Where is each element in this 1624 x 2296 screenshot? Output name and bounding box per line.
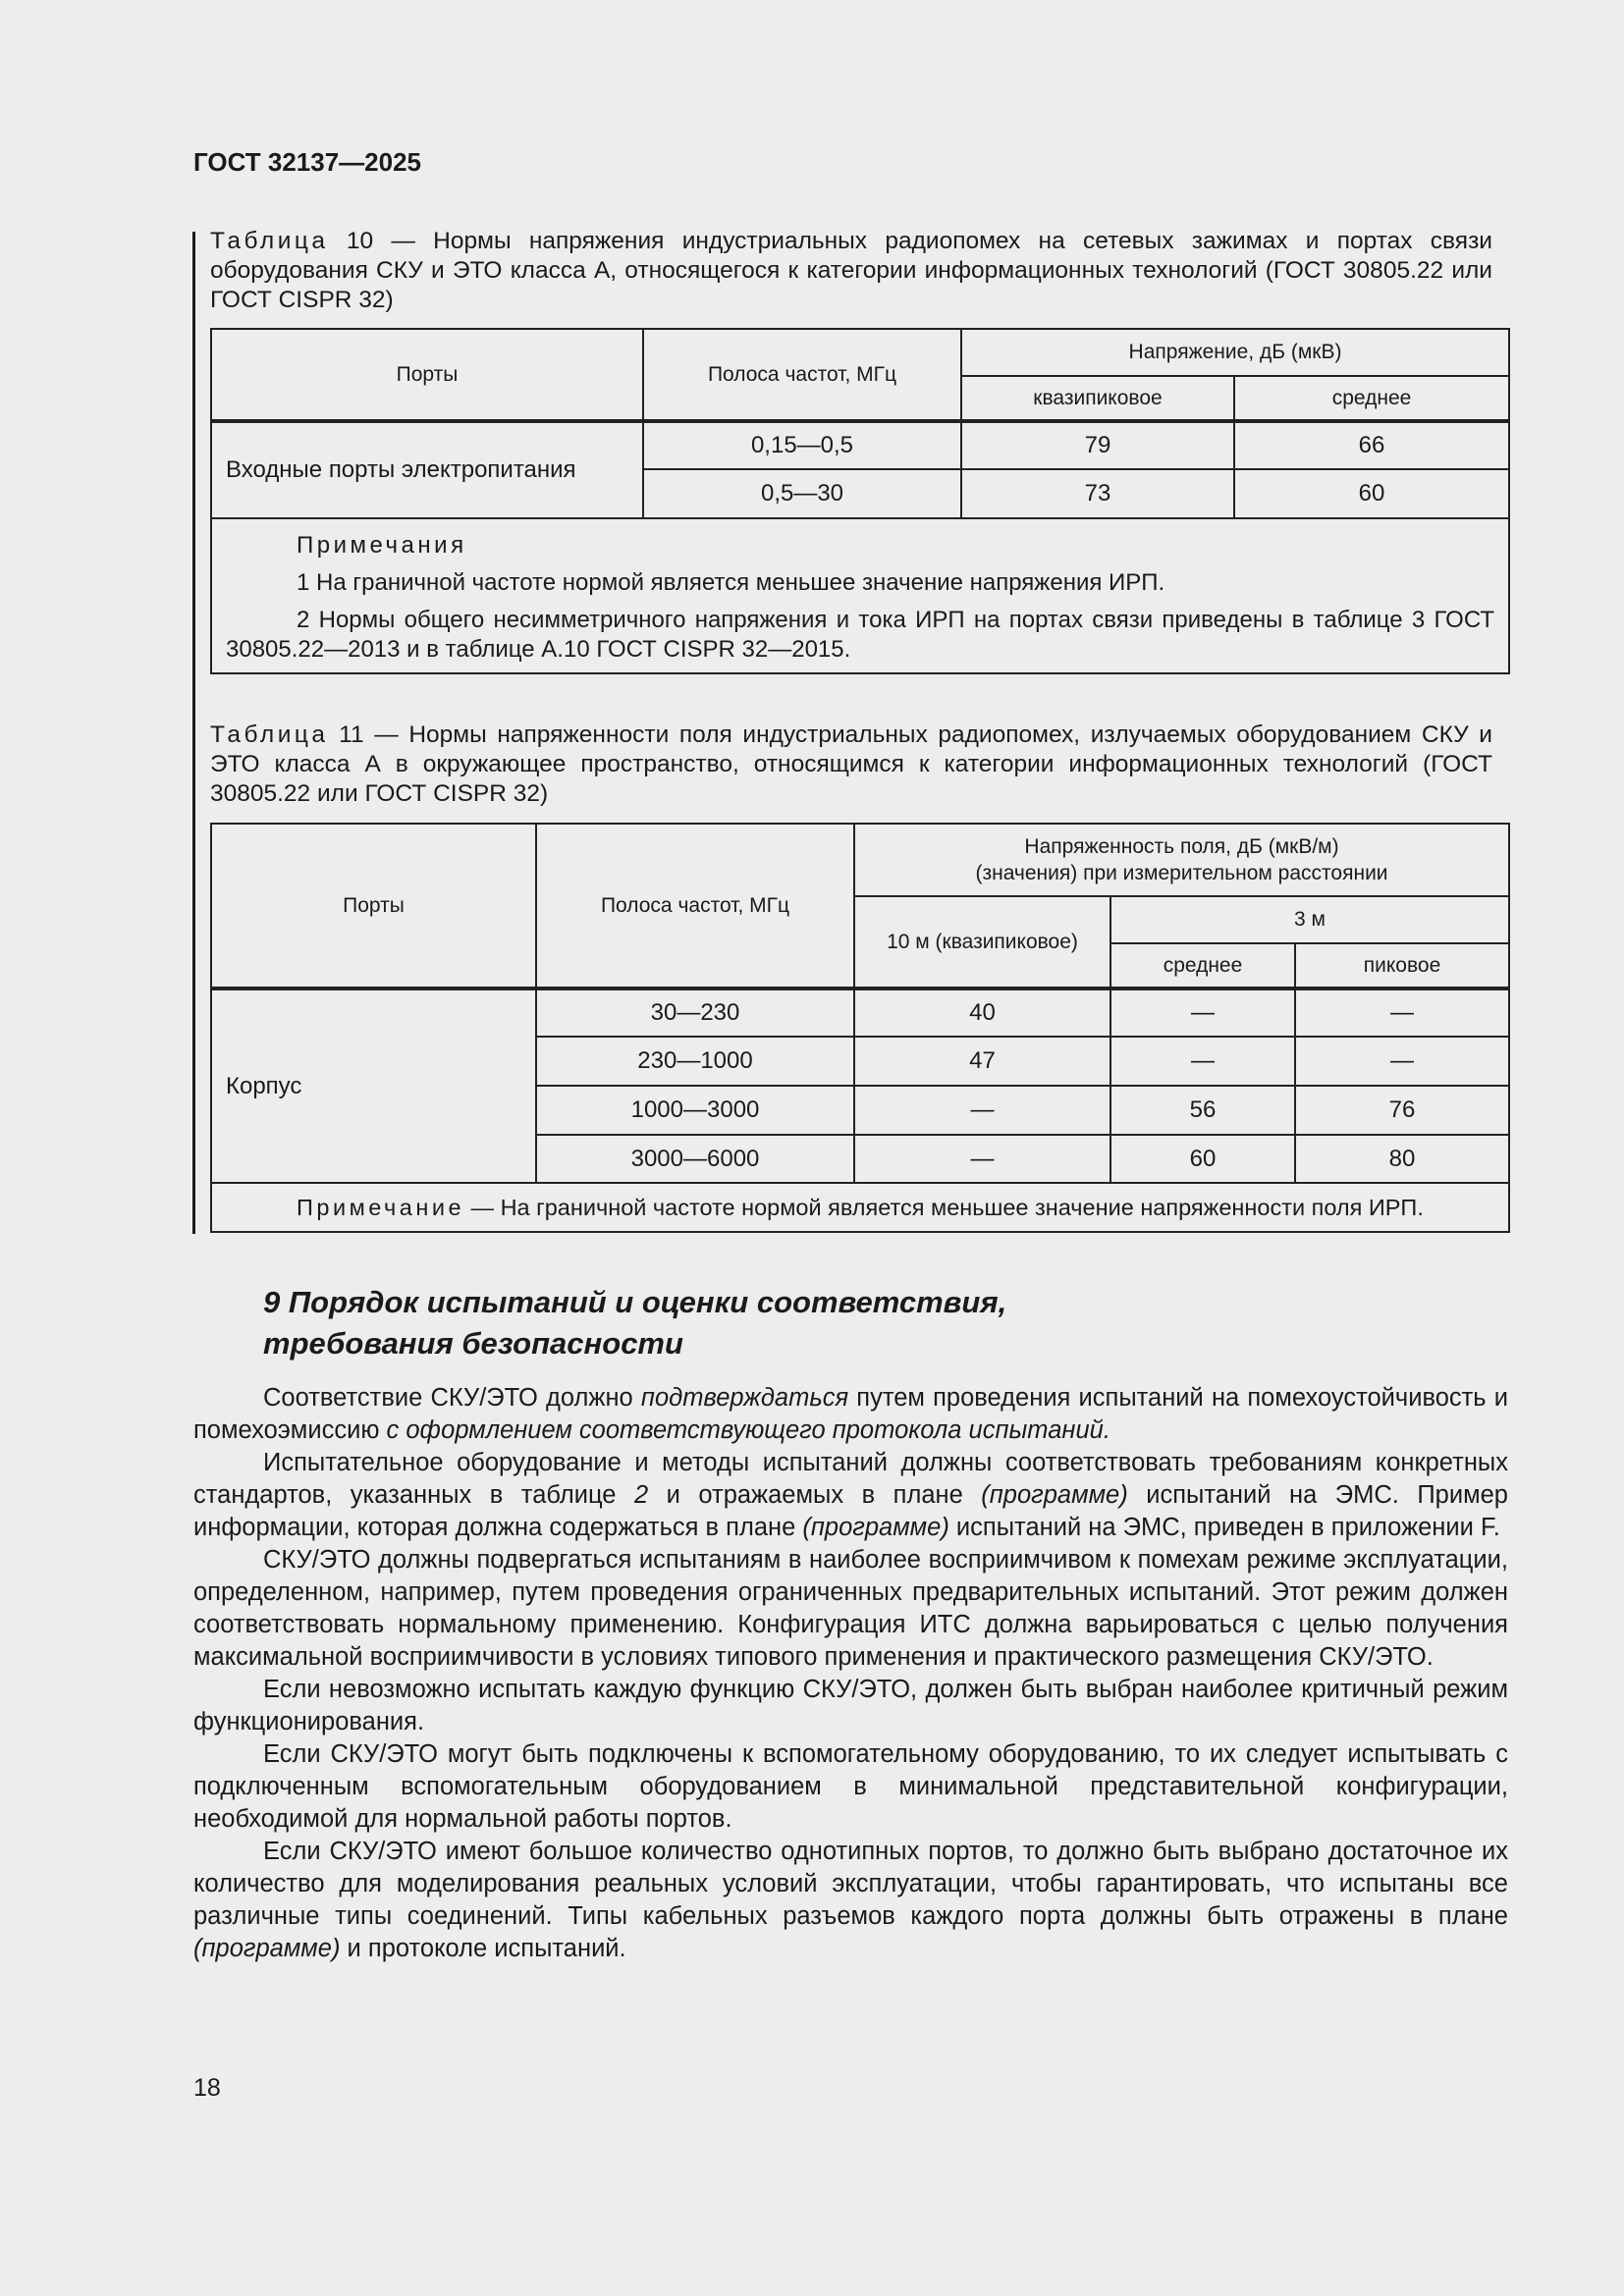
table11-cell-avg: — [1110,1037,1295,1086]
table11-header-field-line1: Напряженность поля, дБ (мкВ/м) [1024,835,1339,858]
table11-cell-10m: 47 [854,1037,1110,1086]
table10-header-ports: Порты [211,329,643,421]
table11-cell-band: 30—230 [536,988,854,1037]
paragraph [193,1447,1508,1544]
document-number: ГОСТ 32137—2025 [193,147,421,177]
table10-caption [210,227,1492,315]
table11-cell-band: 230—1000 [536,1037,854,1086]
table11-cell-avg: 60 [1110,1135,1295,1183]
table11-cell-peak: 80 [1295,1135,1509,1183]
table-row [211,421,1509,469]
table10-cell-avg: 66 [1234,421,1509,469]
text-run-italic: подтверждаться [640,1384,849,1412]
text-run: испытаний на ЭМС, приведен в приложении F. [948,1514,1500,1541]
section-9-heading-line2: требования безопасности [263,1326,683,1361]
table11-header-3m: 3 м [1110,896,1509,943]
table10 [210,328,1510,674]
table11-note [211,1183,1509,1232]
table11-cell-10m: — [854,1135,1110,1183]
text-run: и протоколе испытаний. [340,1935,626,1962]
paragraph [193,1382,1508,1447]
paragraph [193,1836,1508,1965]
table10-port-label: Входные порты электропитания [211,421,643,518]
table11-cell-10m: — [854,1086,1110,1135]
table10-header-quasi-peak: квазипиковое [961,376,1234,421]
section-9-heading-line1: 9 Порядок испытаний и оценки соответствия, [263,1285,1007,1319]
change-bar [192,232,195,1234]
table11-header-average: среднее [1110,943,1295,988]
table10-header-voltage: Напряжение, дБ (мкВ) [961,329,1509,376]
paragraph: СКУ/ЭТО должны подвергаться испытаниям в наиболее восприимчивом к помехам режиме эксплуатации, определенном, например, путем проведения ограниченных предварительных испытаний. Этот режим должен соответствовать нормальному применению. Конфигурация ИТС должна варьироваться с целью получения максимальной восприимчивости в условиях типового применения и практического размещения СКУ/ЭТО. [193,1546,1508,1671]
table10-caption-text: 10 — Нормы напряжения индустриальных радиопомех на сетевых зажимах и портах связи оборудования СКУ и ЭТО класса А, относящегося к категории информационных технологий (ГОСТ 30805.22 или ГОСТ CISPR 32) [210,228,1492,313]
table11-header-band: Полоса частот, МГц [536,824,854,988]
table11-note-label: Примечание [297,1195,465,1220]
table11-header-field [854,824,1509,896]
table11-header-peak: пиковое [1295,943,1509,988]
table11-port-label: Корпус [211,988,536,1183]
table11-cell-peak: — [1295,1037,1509,1086]
table10-cell-avg: 60 [1234,469,1509,518]
text-run-italic: (программе) [193,1935,341,1962]
text-run: Испытательное оборудование и методы испытаний должны соответствовать требованиям конкретных стандартов, указанных в таблице [193,1449,1508,1509]
table10-cell-band: 0,15—0,5 [643,421,961,469]
table10-header-band: Полоса частот, МГц [643,329,961,421]
table11-cell-band: 1000—3000 [536,1086,854,1135]
text-run: Если СКУ/ЭТО имеют большое количество однотипных портов, то должно быть выбрано достаточное их количество для моделирования реальных условий эксплуатации, чтобы гарантировать, что испытаны все различные типы соединений. Типы кабельных разъемов каждого порта должны быть отражены в плане [193,1838,1508,1930]
text-run: Соответствие СКУ/ЭТО должно [263,1384,641,1412]
section-9-heading [263,1282,1006,1364]
section-9-body [193,1382,1508,1965]
table11-caption-label: Таблица [210,721,329,748]
table11-cell-band: 3000—6000 [536,1135,854,1183]
text-run-italic: (программе) [981,1481,1128,1509]
table10-note-1: 1 На граничной частоте нормой является меньшее значение напряжения ИРП. [297,569,1165,596]
text-run: и отражаемых в плане [648,1481,982,1509]
table11-cell-avg: 56 [1110,1086,1295,1135]
table10-cell-qp: 79 [961,421,1234,469]
text-run-italic: (программе) [802,1514,949,1541]
table11 [210,823,1510,1233]
table11-cell-10m: 40 [854,988,1110,1037]
text-run: испытаний на ЭМС. Пример информации, которая должна содержаться в плане [193,1481,1508,1541]
table10-notes [211,518,1509,673]
table11-caption-text: 11 — Нормы напряженности поля индустриальных радиопомех, излучаемых оборудованием СКУ и ЭТО класса А в окружающее пространство, относящимся к категории информационных технологий (ГОСТ 30805.22 или ГОСТ CISPR 32) [210,721,1492,807]
table11-header-field-line2: (значения) при измерительном расстоянии [975,862,1388,884]
text-run-italic: 2 [633,1481,649,1509]
page-number: 18 [193,2074,221,2102]
table11-header-ports: Порты [211,824,536,988]
table10-cell-qp: 73 [961,469,1234,518]
table11-cell-peak: 76 [1295,1086,1509,1135]
text-run: путем проведения испытаний на помехоустойчивость и помехоэмиссию [193,1384,1508,1444]
table10-cell-band: 0,5—30 [643,469,961,518]
table-row [211,988,1509,1037]
table10-caption-label: Таблица [210,228,329,254]
table11-note-text: — На граничной частоте нормой является меньшее значение напряженности поля ИРП. [464,1195,1424,1220]
table11-cell-avg: — [1110,988,1295,1037]
paragraph: Если СКУ/ЭТО могут быть подключены к вспомогательному оборудованию, то их следует испытывать с подключенным вспомогательным оборудованием в минимальной представительной конфигурации, необходимой для нормальной работы портов. [193,1740,1508,1833]
table10-notes-title: Примечания [297,532,467,559]
table11-cell-peak: — [1295,988,1509,1037]
table10-note-2: 2 Нормы общего несимметричного напряжения и тока ИРП на портах связи приведены в таблице 3 ГОСТ 30805.22—2013 и в таблице А.10 ГОСТ CISPR 32—2015. [226,607,1495,663]
table10-header-average: среднее [1234,376,1509,421]
paragraph: Если невозможно испытать каждую функцию СКУ/ЭТО, должен быть выбран наиболее критичный режим функционирования. [193,1676,1508,1735]
text-run-italic: с оформлением соответствующего протокола испытаний. [386,1416,1110,1444]
table11-header-10m: 10 м (квазипиковое) [854,896,1110,988]
table11-caption [210,721,1492,809]
